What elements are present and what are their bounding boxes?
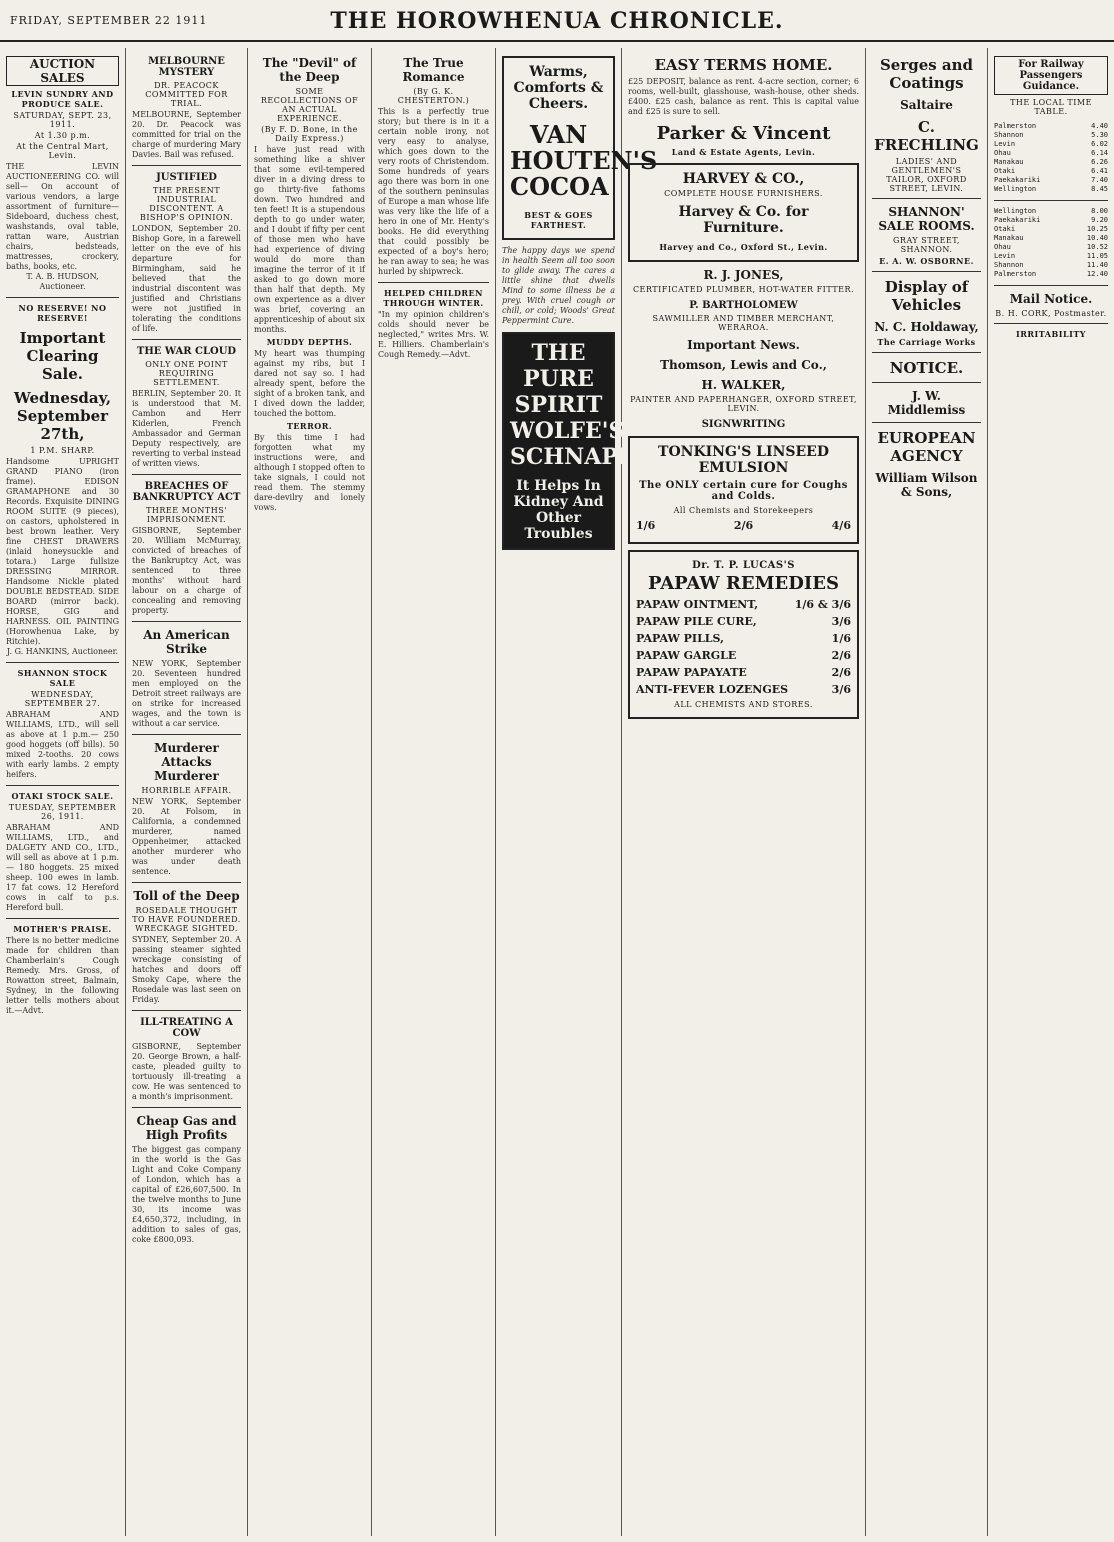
- peppermint-poem: The happy days we spend in health Seem all too soon to glide away. The cares a little shine that dwells Mind to some illness be a prey. With cruel cough or chill, or cold; Woods' Great Peppermint Cure.: [502, 246, 615, 325]
- melbourne-mystery-text: MELBOURNE, September 20. Dr. Peacock was committed for trial on the charge of murdering Mary Davies. Bail was refused.: [132, 110, 241, 159]
- ill-treating-cow-heading: ILL-TREATING A COW: [140, 1017, 233, 1039]
- easy-terms-heading: EASY TERMS HOME.: [654, 56, 833, 74]
- harvey-addr: Harvey and Co., Oxford St., Levin.: [659, 242, 828, 252]
- tonkings-price-1: 1/6: [636, 519, 656, 532]
- cheap-gas-heading: Cheap Gas and High Profits: [136, 1114, 237, 1142]
- van-houten-brand: VAN HOUTEN'S COCOA: [510, 120, 658, 201]
- harvey-name: HARVEY & CO.,: [682, 171, 805, 187]
- column-news-cables: [126, 48, 248, 1536]
- otaki-stock-text: ABRAHAM AND WILLIAMS, LTD., and DALGETY AND CO., LTD., will sell as above at 1 p.m.— 180 hoggets. 25 mixed sheep. 100 ewes in lamb. 17 fat cows. 12 Hereford cows in calf to p.s. Hereford bull.: [6, 823, 119, 912]
- murderer-heading: Murderer Attacks Murderer: [154, 741, 219, 783]
- holdaway: N. C. Holdaway,: [874, 320, 979, 334]
- papaw-item: PAPAW PILLS, 1/6: [636, 632, 851, 645]
- true-romance-heading: The True Romance: [402, 56, 465, 84]
- timetable-row: Shannon 5.30: [994, 131, 1108, 139]
- papaw-title: PAPAW REMEDIES: [647, 573, 840, 594]
- important-news: Important News.: [687, 338, 800, 352]
- sale1-place: At the Central Mart, Levin.: [16, 142, 109, 160]
- frechling-sub: LADIES' AND GENTLEMEN'S TAILOR, OXFORD STREET, LEVIN.: [886, 157, 967, 193]
- papaw-item: PAPAW OINTMENT, 1/6 & 3/6: [636, 598, 851, 611]
- column-auction-sales: [0, 48, 126, 1536]
- murderer-sub: HORRIBLE AFFAIR.: [141, 786, 232, 795]
- timetable-down: [994, 207, 1108, 279]
- otaki-stock-date: TUESDAY, SEPTEMBER 26, 1911.: [8, 803, 117, 821]
- justified-heading: JUSTIFIED: [156, 172, 217, 183]
- muddy-depths-text: My heart was thumping against my ribs, but I dared not say so. I had already spent, before the sight of a broken tank, and I dived down the ladder, touched the bottom.: [254, 349, 365, 418]
- h-walker-sub: PAINTER AND PAPERHANGER, OXFORD STREET, LEVIN.: [630, 395, 857, 413]
- sale1-sign: T. A. B. HUDSON, Auctioneer.: [26, 272, 99, 291]
- clearing-sale-date: Wednesday, September 27th,: [13, 389, 112, 443]
- terror-text: By this time I had forgotten what my instructions were, and although I stopped often to take signals, I could not read them. The stemmy dare-devilry and lonely vows.: [254, 433, 365, 512]
- bankruptcy-heading: BREACHES OF BANKRUPTCY ACT: [132, 481, 241, 503]
- notice-heading: NOTICE.: [889, 359, 964, 377]
- devil-of-deep-byline: (By F. D. Bone, in the Daily Express.): [261, 125, 358, 143]
- rj-jones-sub: CERTIFICATED PLUMBER, HOT-WATER FITTER.: [632, 285, 855, 294]
- timetable-row: Wellington 8.00: [994, 207, 1108, 215]
- helped-children-heading: HELPED CHILDREN THROUGH WINTER.: [383, 288, 484, 308]
- timetable-row: Manakau 10.40: [994, 234, 1108, 242]
- timetable-row: Ohau 6.14: [994, 149, 1108, 157]
- h-walker: H. WALKER,: [701, 378, 786, 392]
- clearing-sale-sign: J. G. HANKINS, Auctioneer.: [6, 647, 119, 656]
- clearing-sale-text: Handsome UPRIGHT GRAND PIANO (iron frame). EDISON GRAMAPHONE and 30 Records. Exquisite DINING ROOM SUITE (9 pieces), on castors, upholstered in best brown leather. Very fine CHEST DRAWERS (inlaid honeysuckle and totara.) Large fullsize DRESSING MIRROR. Handsome Nickle plated DOUBLE BEDSTEAD. SIDE BOARD (mirror back). HORSE, GIG and HARNESS. OIL PAINTING (Horowhenua Lake, by Ritchie).: [6, 457, 119, 646]
- shannon-stock-text: ABRAHAM AND WILLIAMS, LTD., will sell as above at 1 p.m.— 250 good hoggets (off bills). 50 mixed 2-tooths. 20 cows with early lambs. 2 empty heifers.: [6, 710, 119, 779]
- war-cloud-text: BERLIN, September 20. It is understood that M. Cambon and Herr Kiderlen, French Ambassador and German Deputy respectively, are reverting to verbal instead of written views.: [132, 389, 241, 468]
- timetable-sub: THE LOCAL TIME TABLE.: [1010, 98, 1092, 116]
- terror-heading: TERROR.: [286, 421, 333, 431]
- melbourne-mystery-heading: MELBOURNE MYSTERY: [148, 56, 225, 78]
- column-true-romance: [372, 48, 496, 1536]
- parker-vincent: Parker & Vincent: [656, 123, 831, 144]
- devil-of-deep-heading: The "Devil" of the Deep: [262, 56, 357, 84]
- sale1-date: SATURDAY, SEPT. 23, 1911.: [13, 111, 112, 129]
- timetable-row: Paekakariki 7.40: [994, 176, 1108, 184]
- van-houten-ad: [502, 56, 658, 240]
- sale1-title: LEVIN SUNDRY AND PRODUCE SALE.: [11, 89, 114, 109]
- papaw-item: PAPAW GARGLE 2/6: [636, 649, 851, 662]
- sale1-text: THE LEVIN AUCTIONEERING CO. will sell— On account of various vendors, a large assortment of furniture— Sideboard, duchess chest, washstands, oval table, rattan ware, Austrian chairs, bedsteads, mattresses, crockery, baths, books, etc.: [6, 162, 119, 271]
- toll-of-deep-heading: Toll of the Deep: [133, 889, 240, 903]
- column-ads-right: [866, 48, 988, 1536]
- papaw-ad: [628, 550, 859, 719]
- tonkings-price-3: 4/6: [831, 519, 851, 532]
- no-reserve: NO RESERVE! NO RESERVE!: [18, 303, 107, 323]
- rj-jones: R. J. JONES,: [703, 268, 784, 282]
- mothers-praise-text: There is no better medicine made for children than Chamberlain's Cough Remedy. Mrs. Gross, of Rowatton street, Balmain, Sydney, in the following letter tells mothers about it.—Advt.: [6, 936, 119, 1015]
- timetable-row: Wellington 8.45: [994, 185, 1108, 193]
- shannon-sale-rooms: SHANNON' SALE ROOMS.: [878, 205, 975, 233]
- timetable-row: Paekakariki 9.20: [994, 216, 1108, 224]
- tonkings-price-2: 2/6: [733, 519, 754, 532]
- papaw-item: PAPAW PAPAYATE 2/6: [636, 666, 851, 679]
- timetable-row: Levin 11.05: [994, 252, 1108, 260]
- papaw-item: PAPAW PILE CURE, 3/6: [636, 615, 851, 628]
- saltaire: Saltaire: [900, 98, 953, 112]
- masthead: [0, 0, 1114, 42]
- timetable-up: [994, 122, 1108, 194]
- signwriting: SIGNWRITING: [701, 419, 786, 430]
- display-vehicles: Display of Vehicles: [884, 278, 969, 314]
- shannon-sale-rooms-sub: GRAY STREET, SHANNON.: [893, 236, 960, 254]
- wolfes-schnapps-brand: THE PURE SPIRIT WOLFE'S SCHNAPPS: [510, 340, 651, 470]
- tonkings-name: TONKING'S LINSEED EMULSION: [658, 444, 829, 476]
- van-houten-tagline: Warms, Comforts & Cheers.: [513, 64, 604, 112]
- shannon-stock-date: WEDNESDAY, SEPTEMBER 27.: [24, 690, 101, 708]
- wolfes-schnapps-tagline: It Helps In Kidney And Other Troubles: [513, 478, 604, 542]
- murderer-text: NEW YORK, September 20. At Folsom, in California, a condemned murderer, named Oppenheimer, attacked another murderer who was under death sentence.: [132, 797, 241, 876]
- papaw-lucas: Dr. T. P. LUCAS'S: [692, 560, 795, 571]
- war-cloud-sub: ONLY ONE POINT REQUIRING SETTLEMENT.: [145, 360, 228, 387]
- melbourne-mystery-sub: DR. PEACOCK COMMITTED FOR TRIAL.: [145, 81, 228, 108]
- true-romance-text: This is a perfectly true story; but there is in it a certain noble irony, not very easy to analyse, which goes down to the very roots of Christendom. Some hundreds of years ago there was born in one of the southern peninsulas of Europe a man whose life was very like the life of a hero in one of Mr. Henty's books. He did everything that could possibly be expected of a boy's hero; he ran away to sea; he was hurled by shipwreck.: [378, 107, 489, 276]
- railway-heading: For Railway Passengers Guidance.: [994, 56, 1108, 95]
- tonkings-sub: The ONLY certain cure for Coughs and Colds.: [639, 480, 848, 502]
- easy-terms-text: £25 DEPOSIT, balance as rent. 4-acre section, corner; 6 rooms, well-built, glasshouse, wash-house, other sheds. £400. £25 cash, balance as rent. This is capital value and £25 is sure to sell.: [628, 77, 859, 116]
- newspaper-title: THE HOROWHENUA CHRONICLE.: [330, 8, 784, 34]
- timetable-row: Otaki 10.25: [994, 225, 1108, 233]
- harvey-line: Harvey & Co. for Furniture.: [678, 204, 809, 236]
- papaw-footer: ALL CHEMISTS AND STORES.: [674, 700, 813, 709]
- true-romance-byline: (By G. K. CHESTERTON.): [397, 87, 470, 105]
- cheap-gas-text: The biggest gas company in the world is the Gas Light and Coke Company of London, which has a capital of £26,607,500. In the twelve months to June 30, its income was £4,650,372, including, in addition to sales of gas, coke £800,093.: [132, 1145, 241, 1244]
- bankruptcy-sub: THREE MONTHS' IMPRISONMENT.: [146, 506, 227, 524]
- war-cloud-heading: THE WAR CLOUD: [136, 346, 237, 357]
- mothers-praise-title: MOTHER'S PRAISE.: [13, 924, 112, 934]
- otaki-stock-title: OTAKI STOCK SALE.: [11, 791, 114, 801]
- irritability-heading: IRRITABILITY: [1015, 329, 1087, 339]
- middlemiss: J. W. Middlemiss: [887, 389, 966, 417]
- osborne: E. A. W. OSBORNE.: [879, 256, 974, 266]
- frechling: C. FRECHLING: [874, 118, 979, 154]
- sale1-time: At 1.30 p.m.: [34, 131, 91, 140]
- issue-date: FRIDAY, SEPTEMBER 22 1911: [10, 14, 208, 27]
- timetable-row: Manakau 6.26: [994, 158, 1108, 166]
- thomson-lewis: Thomson, Lewis and Co.,: [660, 358, 827, 372]
- european-agency: EUROPEAN AGENCY: [877, 429, 976, 465]
- timetable-row: Otaki 6.41: [994, 167, 1108, 175]
- papaw-item: ANTI-FEVER LOZENGES 3/6: [636, 683, 851, 696]
- tonkings-shops: All Chemists and Storekeepers: [673, 506, 814, 515]
- bartholomew: P. BARTHOLOMEW: [689, 300, 798, 311]
- clearing-sale-title: Important Clearing Sale.: [19, 329, 106, 383]
- ill-treating-cow-text: GISBORNE, September 20. George Brown, a half-caste, pleaded guilty to tortuously ill-treating a cow. He was sentenced to a month's imprisonment.: [132, 1042, 241, 1101]
- muddy-depths-heading: MUDDY DEPTHS.: [266, 337, 353, 347]
- harvey-sub: COMPLETE HOUSE FURNISHERS.: [664, 189, 823, 198]
- timetable-row: Ohau 10.52: [994, 243, 1108, 251]
- timetable-row: Shannon 11.40: [994, 261, 1108, 269]
- timetable-row: Palmerston 4.40: [994, 122, 1108, 130]
- justified-sub: THE PRESENT INDUSTRIAL DISCONTENT. A BISHOP'S OPINION.: [139, 186, 233, 222]
- tonkings-prices: [636, 519, 851, 532]
- timetable-row: Levin 6.02: [994, 140, 1108, 148]
- devil-of-deep-text: I have just read with something like a shiver that some evil-tempered diver in a diving dress to go thirty-five fathoms down. Two hundred and ten feet! It is a stupendous depth to go under water, and I doubt if fifty per cent of those men who have had experience of diving would do more than imagine the terror of it if asked to go down more than half that depth. My own experience as a diver was brief, covering an apprenticeship of about six months.: [254, 145, 365, 334]
- serges-heading: Serges and Coatings: [879, 56, 974, 92]
- justified-text: LONDON, September 20. Bishop Gore, in a farewell letter on the eve of his departure for Birmingham, said he believed that the industrial discontent was justified and Christians were not justified in tolerating the conditions of life.: [132, 224, 241, 333]
- american-strike-heading: An American Strike: [143, 628, 230, 656]
- van-houten-footer: BEST & GOES FARTHEST.: [524, 210, 593, 230]
- clearing-sale-time: 1 P.M. SHARP.: [30, 446, 95, 455]
- holdaway-sub: The Carriage Works: [877, 337, 976, 347]
- american-strike-text: NEW YORK, September 20. Seventeen hundred men employed on the Detroit street railways are on strike for increased wages, and the town is without a car service.: [132, 659, 241, 728]
- tonkings-ad: [628, 436, 859, 544]
- column-timetable: [988, 48, 1114, 1536]
- william-wilson: William Wilson & Sons,: [875, 471, 978, 499]
- shannon-stock-title: SHANNON STOCK SALE: [17, 668, 108, 688]
- devil-of-deep-sub: SOME RECOLLECTIONS OF AN ACTUAL EXPERIENCE.: [260, 87, 359, 123]
- helped-children-text: "In my opinion children's colds should never be neglected," writes Mrs. W. E. Hilliers. Chamberlain's Cough Remedy.—Advt.: [378, 310, 489, 359]
- column-devil-of-deep: [248, 48, 372, 1536]
- bartholomew-sub: SAWMILLER AND TIMBER MERCHANT, WERAROA.: [652, 314, 835, 332]
- parker-vincent-sub: Land & Estate Agents, Levin.: [671, 147, 816, 157]
- mail-notice: Mail Notice.: [1009, 292, 1093, 306]
- column-ads-center: [622, 48, 866, 1536]
- harvey-ad: [628, 163, 859, 262]
- timetable-row: Palmerston 12.40: [994, 270, 1108, 278]
- toll-of-deep-sub: ROSEDALE THOUGHT TO HAVE FOUNDERED. WRECKAGE SIGHTED.: [132, 906, 241, 933]
- postmaster-sign: B. H. CORK, Postmaster.: [995, 309, 1107, 318]
- bankruptcy-text: GISBORNE, September 20. William McMurray, convicted of breaches of the Bankruptcy Act, was sentenced to three months' without hard labour on a charge of concealing and removing property.: [132, 526, 241, 615]
- toll-of-deep-text: SYDNEY, September 20. A passing steamer sighted wreckage consisting of hatches and doors off Smoky Cape, where the Rosedale was last seen on Friday.: [132, 935, 241, 1004]
- auction-sales-heading: AUCTION SALES: [6, 56, 119, 86]
